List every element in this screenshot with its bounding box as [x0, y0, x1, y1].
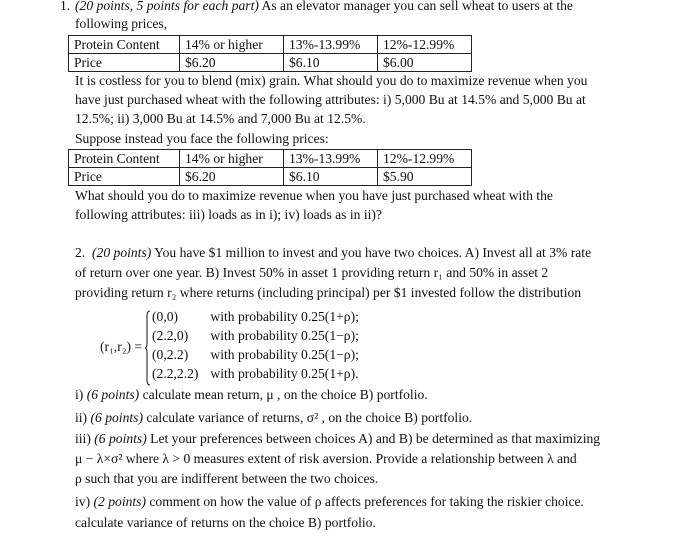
table-cell: 14% or higher: [180, 150, 284, 168]
part-iii-cont: ρ such that you are indifferent between the two choices.: [75, 471, 379, 486]
return-pair: (0,0): [152, 309, 179, 324]
part-text: comment on how the value of ρ affects preferences for taking the riskier choice.: [145, 494, 584, 509]
intro-line-2: following prices,: [75, 16, 168, 31]
paragraph-line: of return over one year. B) Invest 50% in asset 1 providing return r₁ and 50% in asset 2: [75, 265, 549, 280]
points-note: (20 points): [92, 245, 152, 260]
points-note: (2 points): [93, 494, 146, 509]
table-cell: 12%-12.99%: [378, 36, 472, 54]
paragraph-line: Suppose instead you face the following prices:: [75, 131, 329, 146]
part-iv-cont: calculate variance of returns on the choice B) portfolio.: [75, 515, 376, 530]
intro-text: You have $1 million to invest and you have two choices. A) Invest all at 3% rate: [151, 245, 592, 260]
price-table-2: [68, 149, 472, 186]
problem-number: 2.: [75, 245, 86, 260]
table-cell: Protein Content: [69, 150, 180, 168]
part-label: iii): [75, 431, 95, 446]
table-cell: $6.10: [284, 54, 378, 72]
table-row: [69, 54, 472, 72]
problem-2-intro: [75, 244, 635, 263]
probability: with probability 0.25(1−ρ);: [210, 328, 359, 343]
part-iv: [75, 493, 635, 512]
return-pair: (0,2.2): [152, 347, 189, 362]
intro-text: As an elevator manager you can sell wheat to users at the: [258, 0, 573, 13]
part-text: Let your preferences between choices A) and B) be determined as that maximizing: [146, 431, 601, 446]
table-cell: 12%-12.99%: [378, 150, 472, 168]
probability: with probability 0.25(1−ρ);: [210, 347, 359, 362]
points-note: (6 points): [90, 410, 143, 425]
paragraph-line: following attributes: iii) loads as in i); iv) loads as in ii)?: [75, 207, 382, 222]
distribution-row: [152, 365, 359, 384]
return-distribution: [100, 308, 520, 388]
problem-number: 1.: [60, 0, 71, 13]
part-ii: [75, 409, 635, 428]
paragraph-line: 12.5%; ii) 3,000 Bu at 14.5% and 7,000 Bu at 12.5%.: [75, 111, 366, 126]
paragraph-line: It is costless for you to blend (mix) grain. What should you do to maximize revenue when you: [75, 73, 588, 88]
return-pair: (2.2,2.2): [152, 366, 199, 381]
probability: with probability 0.25(1+ρ);: [210, 309, 359, 324]
return-pair: (2.2,0): [152, 328, 189, 343]
part-iii: [75, 430, 635, 449]
table-cell: 13%-13.99%: [284, 150, 378, 168]
table-cell: Price: [69, 54, 180, 72]
problem-1-intro: [60, 0, 620, 16]
table-cell: $6.10: [284, 168, 378, 186]
part-label: i): [75, 387, 87, 402]
points-note: (6 points): [86, 387, 140, 402]
distribution-row: [152, 346, 359, 365]
probability: with probability 0.25(1+ρ).: [210, 366, 359, 381]
points-note: (6 points): [94, 431, 147, 446]
table-cell: $6.20: [180, 168, 284, 186]
distribution-row: [152, 327, 359, 346]
part-i: [75, 386, 635, 405]
table-cell: Price: [69, 168, 180, 186]
paragraph-line: have just purchased wheat with the following attributes: i) 5,000 Bu at 14.5% and 5,000 Bu at: [75, 92, 586, 107]
part-label: ii): [75, 410, 91, 425]
table-cell: $5.90: [378, 168, 472, 186]
table-cell: 13%-13.99%: [284, 36, 378, 54]
table-row: [69, 150, 472, 168]
table-cell: $6.00: [378, 54, 472, 72]
price-table-1: [68, 35, 472, 72]
table-cell: 14% or higher: [180, 36, 284, 54]
points-note: (20 points, 5 points for each part): [75, 0, 259, 13]
distribution-row: [152, 308, 359, 327]
part-text: calculate mean return, μ , on the choice B) portfolio.: [139, 387, 428, 402]
part-label: iv): [75, 494, 94, 509]
left-brace-icon: [144, 310, 151, 386]
distribution-lhs: (r₁,r₂) =: [100, 339, 143, 354]
part-text: calculate variance of returns, σ² , on the choice B) portfolio.: [142, 410, 473, 425]
table-cell: Protein Content: [69, 36, 180, 54]
table-cell: $6.20: [180, 54, 284, 72]
paragraph-line: providing return r₂ where returns (including principal) per $1 invested follow the distribution: [75, 285, 582, 300]
table-row: [69, 36, 472, 54]
table-row: [69, 168, 472, 186]
part-iii-cont: μ − λ×σ² where λ > 0 measures extent of risk aversion. Provide a relationship between λ and: [75, 451, 577, 466]
paragraph-line: What should you do to maximize revenue when you have just purchased wheat with the: [75, 188, 553, 203]
